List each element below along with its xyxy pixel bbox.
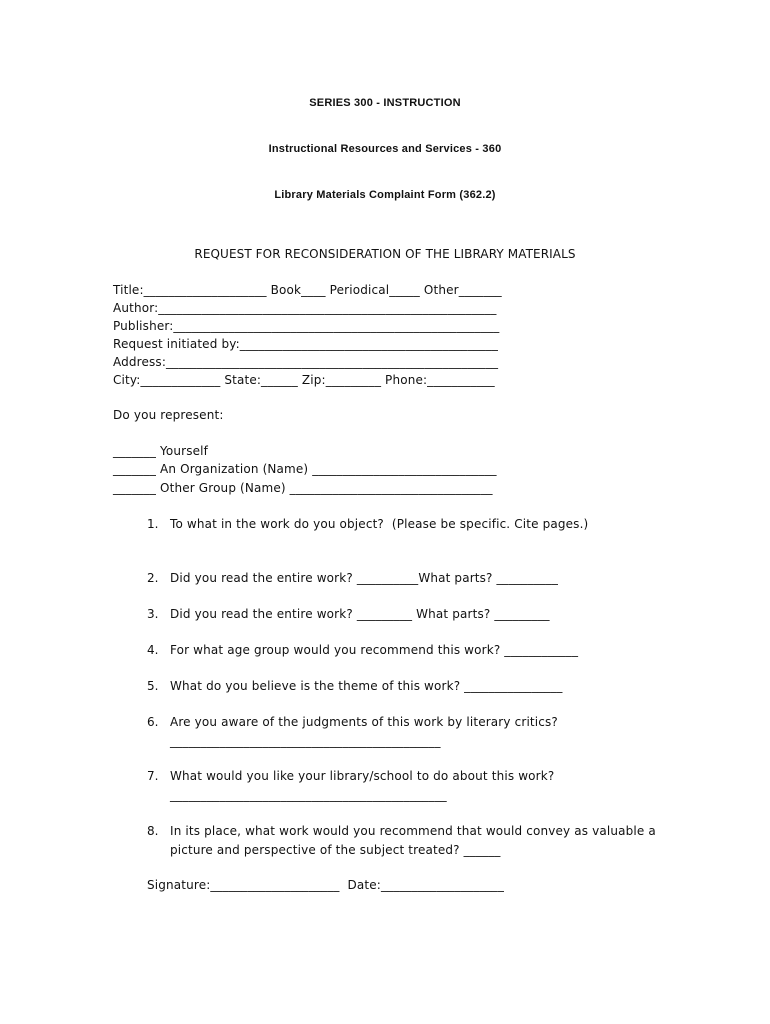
question-3-text[interactable]: Did you read the entire work? _________ What parts? _________ (170, 607, 550, 621)
represent-option-other-group[interactable]: _______ Other Group (Name) _________________________________ (113, 481, 493, 495)
form-title: REQUEST FOR RECONSIDERATION OF THE LIBRARY MATERIALS (194, 247, 576, 261)
publisher-field-line[interactable]: Publisher:_____________________________________________________ (113, 319, 500, 333)
series-heading: SERIES 300 - INSTRUCTION (309, 97, 461, 109)
question-7-answer-line[interactable]: _____________________________________________ (170, 788, 447, 802)
question-8-text-continued[interactable]: picture and perspective of the subject treated? ______ (170, 843, 501, 857)
question-8-number: 8. (147, 824, 159, 838)
question-3-number: 3. (147, 607, 159, 621)
represent-prompt: Do you represent: (113, 408, 224, 422)
question-7-text: What would you like your library/school to do about this work? (170, 769, 555, 783)
address-field-line[interactable]: Address:______________________________________________________ (113, 355, 499, 369)
question-4-text[interactable]: For what age group would you recommend this work? ____________ (170, 643, 579, 657)
signature-date-line[interactable]: Signature:_____________________ Date:____________________ (147, 878, 504, 892)
form-name-heading: Library Materials Complaint Form (362.2) (274, 189, 496, 201)
question-1-number: 1. (147, 517, 159, 531)
question-8-text: In its place, what work would you recommend that would convey as valuable a (170, 824, 656, 838)
question-7-number: 7. (147, 769, 159, 783)
question-6-text: Are you aware of the judgments of this work by literary critics? (170, 715, 558, 729)
question-1-text: To what in the work do you object? (Please be specific. Cite pages.) (170, 517, 589, 531)
title-field-line[interactable]: Title:____________________ Book____ Periodical_____ Other_______ (113, 283, 502, 297)
question-5-text[interactable]: What do you believe is the theme of this work? ________________ (170, 679, 563, 693)
request-initiated-field-line[interactable]: Request initiated by:__________________________________________ (113, 337, 499, 351)
question-4-number: 4. (147, 643, 159, 657)
question-6-answer-line[interactable]: ____________________________________________ (170, 734, 441, 748)
question-2-number: 2. (147, 571, 159, 585)
question-6-number: 6. (147, 715, 159, 729)
author-field-line[interactable]: Author:_______________________________________________________ (113, 301, 497, 315)
section-heading: Instructional Resources and Services - 360 (268, 143, 502, 155)
represent-option-yourself[interactable]: _______ Yourself (113, 444, 209, 458)
city-state-zip-phone-line[interactable]: City:_____________ State:______ Zip:_________ Phone:___________ (113, 373, 495, 387)
question-2-text[interactable]: Did you read the entire work? __________What parts? __________ (170, 571, 559, 585)
represent-option-organization[interactable]: _______ An Organization (Name) ______________________________ (113, 462, 497, 476)
question-5-number: 5. (147, 679, 159, 693)
